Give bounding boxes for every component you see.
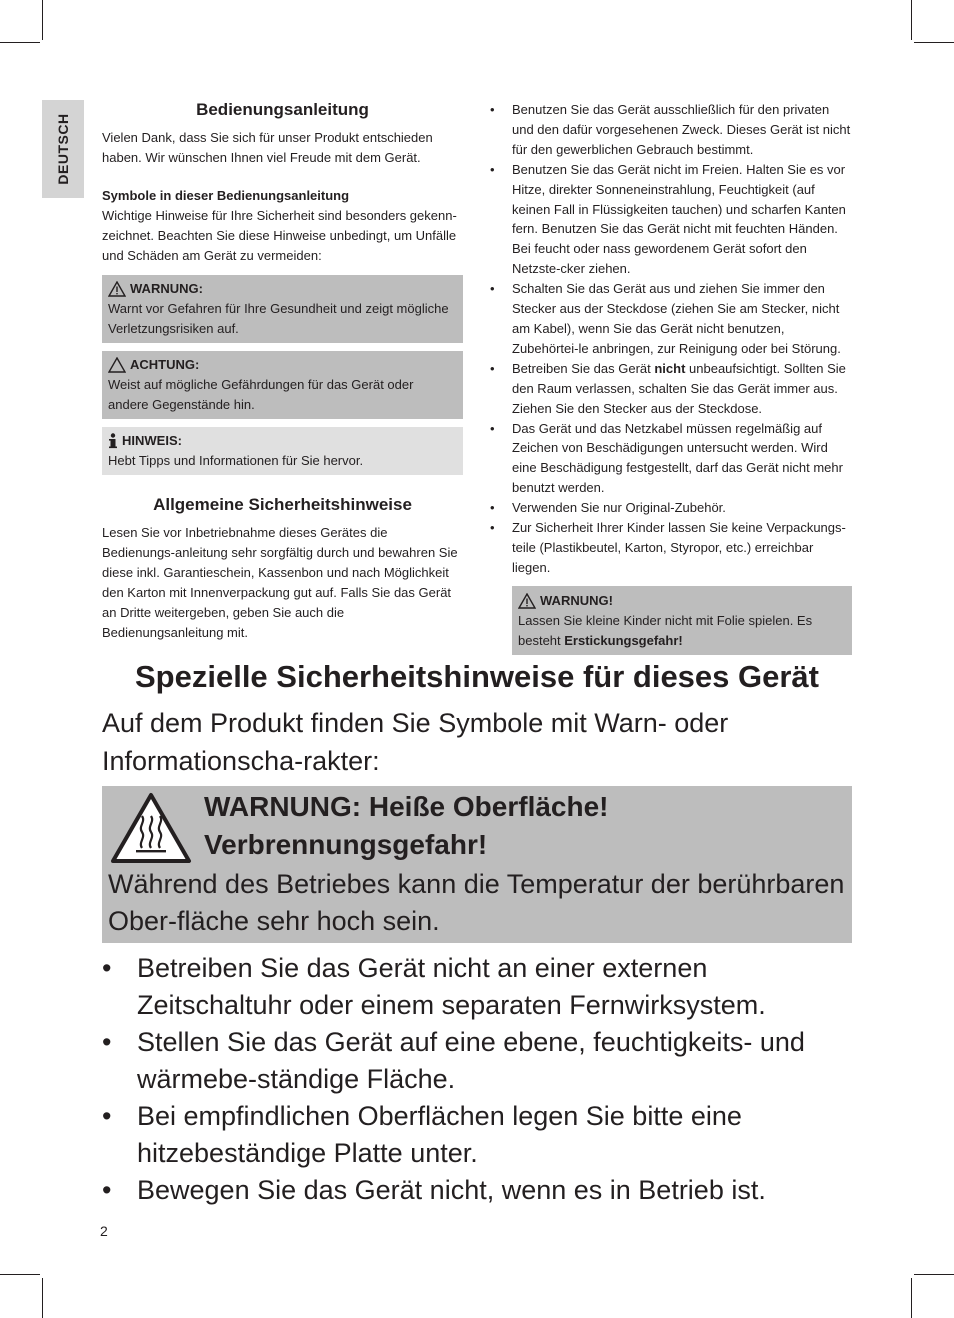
child-warning-text-part: Lassen Sie kleine Kinder nicht mit Folie spielen. Es besteht xyxy=(518,612,813,648)
crop-mark xyxy=(42,1278,43,1318)
achtung-label: ACHTUNG: xyxy=(130,357,200,372)
hot-surface-heading-line: Verbrennungsgefahr! xyxy=(204,829,488,860)
warning-triangle-icon xyxy=(108,357,126,373)
warning-triangle-icon xyxy=(108,281,126,297)
list-item xyxy=(488,359,852,419)
list-item: • Betreiben Sie das Gerät nicht an einer externen Zeitschaltuhr oder einem separaten Fernwirksystem. xyxy=(102,950,854,1024)
special-intro: Auf dem Produkt finden Sie Symbole mit Warn- oder Informationscha-rakter: xyxy=(102,708,729,776)
list-item: • Bei empfindlichen Oberflächen legen Sie bitte eine hitzebeständige Platte unter. xyxy=(102,1098,854,1172)
list-item: • Das Gerät und das Netzkabel müssen regelmäßig auf Zeichen von Beschädigungen untersucht werden. Wird eine Beschädigung festgestellt, darf das Gerät nicht mehr benutzt werden. xyxy=(488,419,852,499)
safety-list xyxy=(488,100,852,578)
warnung-label: WARNUNG: xyxy=(130,281,203,296)
child-warning-text xyxy=(518,611,846,651)
crop-mark xyxy=(911,1278,912,1318)
page-number: 2 xyxy=(100,1223,108,1239)
list-item-emphasis: nicht xyxy=(654,360,686,376)
safety-text: Lesen Sie vor Inbetriebnahme dieses Gerätes die Bedienungs-anleitung sehr sorgfältig durch und bewahren Sie diese inkl. Garantieschein, Kassenbon und nach Möglichkeit den Karton mit Innenverpackung gut auf. Falls Sie das Gerät an Dritte weitergeben, geben Sie auch die Bedienungsanleitung mit. xyxy=(102,525,458,640)
crop-mark xyxy=(0,42,40,43)
hot-surface-icon xyxy=(110,792,192,864)
crop-mark xyxy=(911,0,912,40)
language-tab-label: DEUTSCH xyxy=(55,113,71,185)
list-item-text: unbeaufsichtigt. Sollten Sie den Raum verlassen, schalten Sie das Gerät immer aus. Ziehen Sie den Stecker aus der Steckdose. xyxy=(512,360,846,416)
list-item: • Zur Sicherheit Ihrer Kinder lassen Sie keine Verpackungs-teile (Plastikbeutel, Karton, Styropor, etc.) erreichbar liegen. xyxy=(488,518,852,578)
special-safety-title: Spezielle Sicherheitshinweise für dieses Gerät xyxy=(135,659,819,694)
crop-mark xyxy=(42,0,43,40)
hinweis-label: HINWEIS: xyxy=(122,433,182,448)
info-icon xyxy=(108,433,118,449)
hinweis-box xyxy=(102,427,463,475)
achtung-text: Weist auf mögliche Gefährdungen für das Gerät oder andere Gegenstände hin. xyxy=(108,377,414,412)
symbols-heading: Symbole in dieser Bedienungsanleitung xyxy=(102,188,350,203)
hinweis-text: Hebt Tipps und Informationen für Sie hervor. xyxy=(108,453,364,468)
warnung-box xyxy=(102,275,463,343)
list-item-text: Betreiben Sie das Gerät xyxy=(512,360,655,376)
list-item: • Benutzen Sie das Gerät ausschließlich für den privaten und den dafür vorgesehenen Zweck. Dieses Gerät ist nicht für den gewerblichen Gebrauch bestimmt. xyxy=(488,100,852,160)
crop-mark xyxy=(0,1274,40,1275)
list-item: • Benutzen Sie das Gerät nicht im Freien. Halten Sie es vor Hitze, direkter Sonneneinstrahlung, Feuchtigkeit (auf keinen Fall in Flüssigkeiten tauchen) und scharfen Kanten fern. Benutzen Sie das Gerät nicht mit feuchten Händen. Bei feucht oder nass gewordenem Gerät sofort den Netzste-cker ziehen. xyxy=(488,160,852,279)
child-warning-box xyxy=(512,586,852,656)
crop-mark xyxy=(914,1274,954,1275)
hot-surface-text: Während des Betriebes kann die Temperatur der berührbaren Ober-fläche sehr hoch sein. xyxy=(108,869,845,936)
child-warning-label: WARNUNG! xyxy=(540,592,613,608)
list-item: • Verwenden Sie nur Original-Zubehör. xyxy=(488,498,852,518)
left-column xyxy=(102,100,463,643)
list-item: • Bewegen Sie das Gerät nicht, wenn es in Betrieb ist. xyxy=(102,1172,854,1209)
language-tab xyxy=(42,100,84,198)
achtung-box xyxy=(102,351,463,419)
list-item: • Stellen Sie das Gerät auf eine ebene, feuchtigkeits- und wärmebe-ständige Fläche. xyxy=(102,1024,854,1098)
symbols-text: Wichtige Hinweise für Ihre Sicherheit sind besonders gekenn-zeichnet. Beachten Sie diese Hinweise unbedingt, um Unfälle und Schäden am Gerät zu vermeiden: xyxy=(102,208,457,263)
crop-mark xyxy=(914,42,954,43)
right-column xyxy=(488,100,852,655)
hot-surface-heading xyxy=(204,788,609,864)
child-warning-emphasis: Erstickungsgefahr! xyxy=(564,632,683,648)
list-item: • Schalten Sie das Gerät aus und ziehen Sie immer den Stecker aus der Steckdose (ziehen Sie am Stecker, nicht am Kabel), wenn Sie das Gerät nicht benutzen, Zubehörtei-le anbringen, zur Reinigung oder bei Störung. xyxy=(488,279,852,359)
special-bullet-list xyxy=(102,950,854,1209)
safety-heading: Allgemeine Sicherheitshinweise xyxy=(153,495,412,514)
intro-text: Vielen Dank, dass Sie sich für unser Produkt entschieden haben. Wir wünschen Ihnen viel Freude mit dem Gerät. xyxy=(102,130,433,165)
manual-title: Bedienungsanleitung xyxy=(196,100,369,119)
warning-triangle-icon xyxy=(518,593,536,609)
hot-surface-heading-line: WARNUNG: Heiße Oberfläche! xyxy=(204,791,609,822)
warnung-text: Warnt vor Gefahren für Ihre Gesundheit und zeigt mögliche Verletzungsrisiken auf. xyxy=(108,301,449,336)
hot-surface-warning-box xyxy=(102,786,852,943)
